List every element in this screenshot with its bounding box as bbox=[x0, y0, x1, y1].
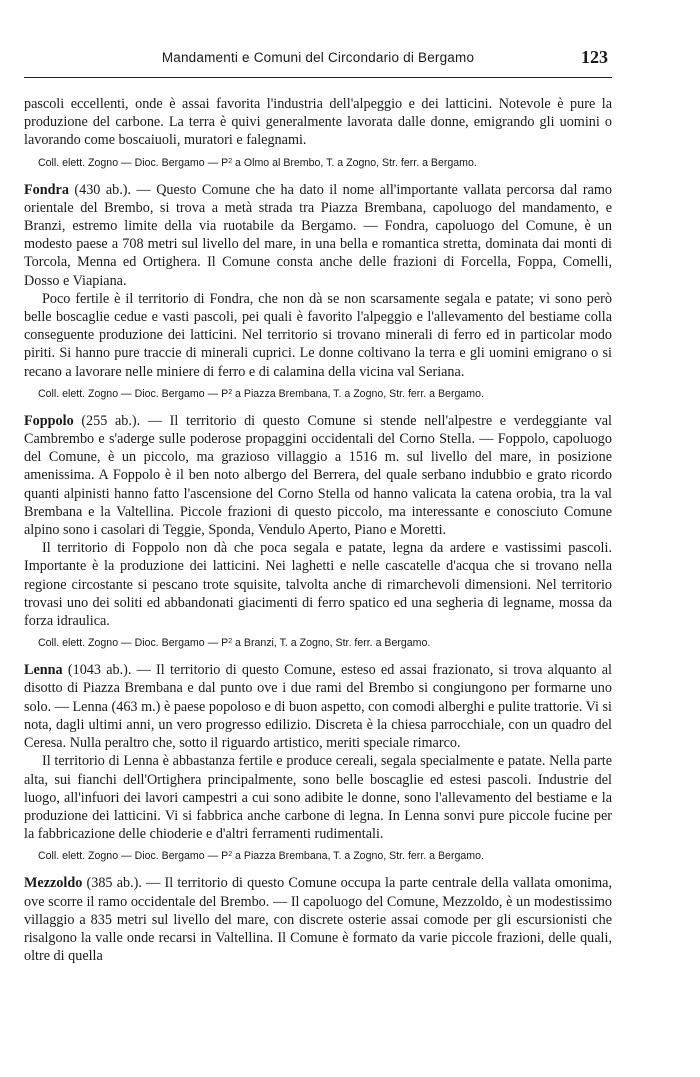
entry-paragraph: Il territorio di Lenna è abbastanza fertile e produce cereali, segala specialmente e patate. Nella parte alta, sui fianchi dell'Ortighera principalmente, sono belle boscaglie ed estesi pascoli. Industrie del luogo, all'infuori dei lavori campestri a cui sono adibite le donne, sono l'allevamento del bestiame e la produzione dei latticini. Vi si fabbrica anche carbone di legna. In Lenna sonvi pure piccole fucine per la fabbricazione delle chioderie e d'altri ferramenti rudimentali. bbox=[24, 753, 612, 843]
electoral-note: Coll. elett. Zogno — Dioc. Bergamo — $P^2$ a Branzi, T. a Zogno, Str. ferr. a Bergamo. bbox=[38, 637, 431, 650]
header-title: Mandamenti e Comuni del Circondario di Bergamo bbox=[161, 50, 475, 65]
entry-paragraph: Il territorio di Foppolo non dà che poca segala e patate, legna da ardere e vastissimi pascoli. Importante è la produzione dei latticini. Nei laghetti e nelle cascatelle d'acqua che si trovano nella regione circostante si pescano trote squisite, talvolta anche di rimarchevoli dimensioni. Nel territorio trovasi uno dei soliti ed abbandonati giacimenti di ferro spatico ed una segheria di legname, mossa da forza idraulica. bbox=[24, 540, 612, 630]
entry-name: Mezzoldo bbox=[24, 875, 83, 892]
entry-name: Fondra bbox=[24, 181, 69, 198]
entry-paragraph: Poco fertile è il territorio di Fondra, che non dà se non scarsamente segala e patate; vi sono però belle boscaglie cedue e vasti pascoli, pei quali è favorito l'alpeggio e l'allevamento del bestiame colla conseguente produzione dei latticini. Nel territorio si trovano minerali di ferro ed in particolar modo piriti. Si hanno pure traccie di minerali cuprici. Le donne coltivano la terra e gli uomini emigrano o si recano a lavorare nelle miniere di ferro e di calamina della vicina val Seriana. bbox=[24, 290, 612, 380]
entry-paragraph: Foppolo (255 ab.). — Il territorio di questo Comune si stende nell'alpestre e verdeggiante val Cambrembo e s'aderge sulle poderose propaggini occidentali del Corno Stella. — Foppolo, capoluogo del Comune, è un piccolo, ma grazioso villaggio a 1516 m. sul livello del mare, in posizione amenissima. A Foppolo è il ben noto albergo del Berrera, del quale serbano indubbio e grato ricordo quanti alpinisti hanno fatto l'ascensione del Corno Stella od hanno valicata la catena orobia, tra la val Brembana e la Valtellina. Piccole frazioni di questo piccolo, ma interessante e conosciuto Comune alpino sono i casolari di Teggie, Sponda, Vendulo Aperto, Piano e Moretti. bbox=[24, 412, 612, 539]
electoral-note: Coll. elett. Zogno — Dioc. Bergamo — $P^2$ a Olmo al Brembo, T. a Zogno, Str. ferr. a Bergamo. bbox=[38, 156, 477, 169]
entry-name: Foppolo bbox=[24, 412, 74, 429]
running-header bbox=[24, 48, 612, 72]
intro-paragraph: pascoli eccellenti, onde è assai favorita l'industria dell'alpeggio e dei latticini. Notevole è pure la produzione del carbone. La terra è quivi generalmente lavorata dalle donne, emigrando gli uomini o lavorando come boscaiuoli, muratori e falegnami. bbox=[24, 96, 612, 149]
header-rule bbox=[24, 77, 612, 78]
body-text bbox=[24, 95, 612, 965]
electoral-note: Coll. elett. Zogno — Dioc. Bergamo — $P^2$ a Piazza Brembana, T. a Zogno, Str. ferr. a Bergamo. bbox=[38, 387, 484, 400]
electoral-note: Coll. elett. Zogno — Dioc. Bergamo — $P^2$ a Piazza Brembana, T. a Zogno, Str. ferr. a Bergamo. bbox=[38, 850, 484, 863]
page-number: 123 bbox=[581, 47, 608, 67]
entry-paragraph: Fondra (430 ab.). — Questo Comune che ha dato il nome all'importante vallata percorsa dal ramo orientale del Brembo, si trova a metà strada tra Piazza Brembana, capoluogo del mandamento, e Branzi, estremo limite della via ruotabile da Bergamo. — Fondra, capoluogo del Comune, è un modesto paese a 708 metri sul livello del mare, in una bella e romantica stretta, dominata dai monti di Torcola, Menna ed Ortighera. Il Comune consta anche delle frazioni di Forcella, Foppa, Comelli, Dosso e Viapiana. bbox=[24, 181, 612, 289]
entry-paragraph: Mezzoldo (385 ab.). — Il territorio di questo Comune occupa la parte centrale della vallata omonima, ove scorre il ramo occidentale del Brembo. — Il capoluogo del Comune, Mezzoldo, è un modestissimo villaggio a 835 metri sul livello del mare, con discrete osterie assai comode per gli escursionisti che risalgono la valle onde recarsi in Valtellina. Il Comune è formato da varie piccole frazioni, delle quali, oltre di quella bbox=[24, 875, 612, 965]
entry-name: Lenna bbox=[24, 662, 63, 679]
entry-paragraph: Lenna (1043 ab.). — Il territorio di questo Comune, esteso ed assai frazionato, si trova alquanto al disotto di Piazza Brembana e dal punto ove i due rami del Brembo si congiungono per formarne uno solo. — Lenna (463 m.) è paese popoloso e di buon aspetto, con comodi alberghi e pulite trattorie. Vi si nota, dagli ultimi anni, un vero progresso edilizio. Discreta è la chiesa parrocchiale, con un quadro del Ceresa. Nulla peraltro che, sotto il riguardo artistico, meriti speciale rimarco. bbox=[24, 662, 612, 752]
